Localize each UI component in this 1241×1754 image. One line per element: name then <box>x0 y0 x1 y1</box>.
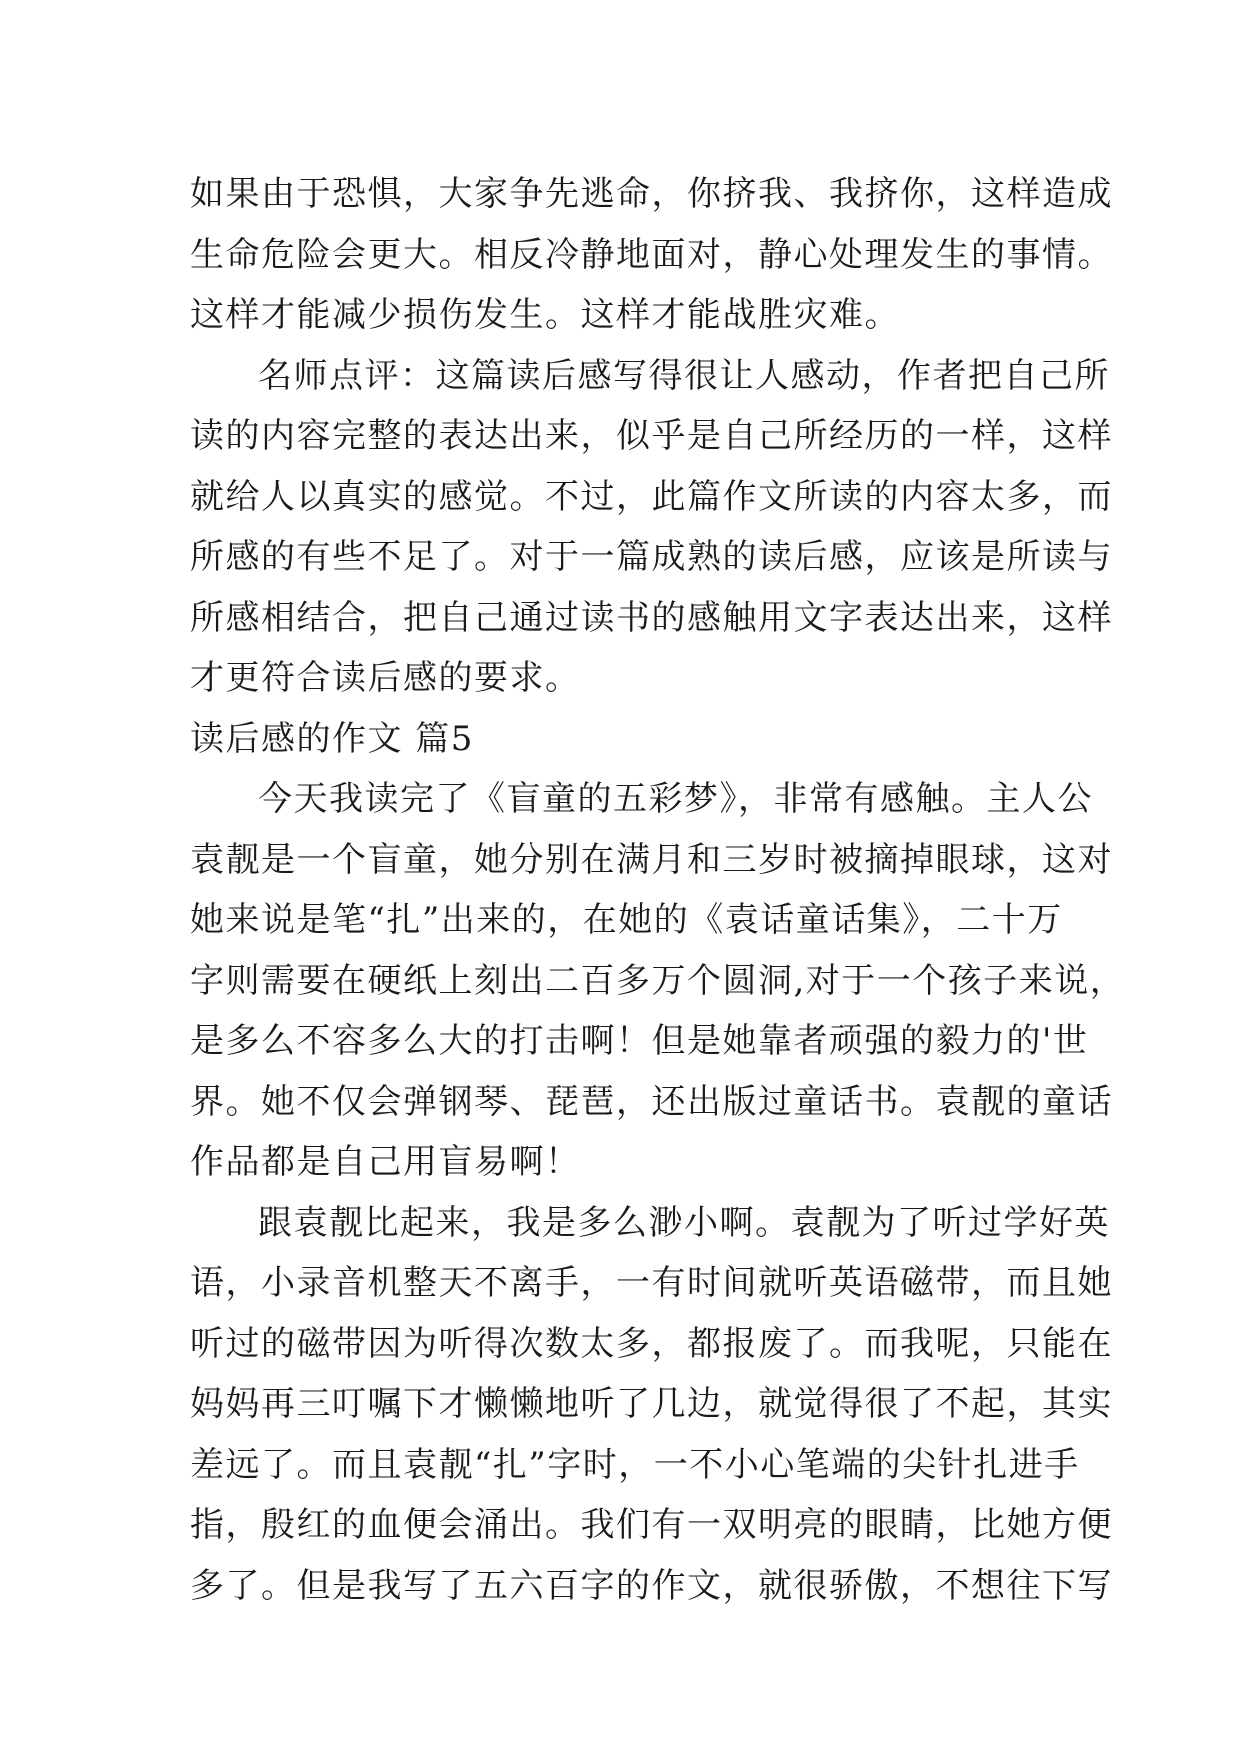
text-line: 妈妈再三叮嘱下才懒懒地听了几边，就觉得很了不起，其实 <box>190 1384 1113 1424</box>
text-line: 今天我读完了《盲童的五彩梦》，非常有感触。主人公 <box>258 779 1093 819</box>
text-line: 就给人以真实的感觉。不过，此篇作文所读的内容太多，而 <box>190 476 1113 517</box>
text-line: 界。她不仅会弹钢琴、琵琶，还出版过童话书。袁靓的童话 <box>190 1081 1113 1122</box>
text-line: 是多么不容多么大的打击啊！但是她靠者顽强的毅力的'世 <box>190 1021 1089 1061</box>
text-line: 差远了。而且袁靓“扎”字时，一不小心笔端的尖针扎进手 <box>190 1444 1080 1485</box>
text-line: 读的内容完整的表达出来，似乎是自己所经历的一样，这样 <box>190 416 1113 456</box>
text-line: 指，殷红的血便会涌出。我们有一双明亮的眼睛，比她方便 <box>190 1505 1113 1545</box>
text-line: 生命危险会更大。相反冷静地面对，静心处理发生的事情。 <box>190 234 1113 275</box>
text-line: 听过的磁带因为听得次数太多，都报废了。而我呢，只能在 <box>190 1323 1113 1364</box>
text-line: 语，小录音机整天不离手，一有时间就听英语磁带，而且她 <box>190 1263 1113 1303</box>
document-page <box>190 164 1126 1616</box>
text-line: 所感相结合，把自己通过读书的感触用文字表达出来，这样 <box>190 597 1113 638</box>
text-line: 多了。但是我写了五六百字的作文，就很骄傲，不想往下写 <box>190 1565 1113 1606</box>
text-line: 袁靓是一个盲童，她分别在满月和三岁时被摘掉眼球，这对 <box>190 839 1113 880</box>
text-line: 她来说是笔“扎”出来的，在她的《袁话童话集》，二十万 <box>190 900 1063 940</box>
section-heading: 读后感的作文 篇5 <box>190 718 474 759</box>
text-line: 如果由于恐惧，大家争先逃命，你挤我、我挤你，这样造成 <box>190 174 1113 214</box>
text-line: 所感的有些不足了。对于一篇成熟的读后感，应该是所读与 <box>190 537 1113 577</box>
text-line: 名师点评：这篇读后感写得很让人感动，作者把自己所 <box>258 355 1110 396</box>
text-line: 字则需要在硬纸上刻出二百多万个圆洞,对于一个孩子来说， <box>190 960 1126 1001</box>
text-line: 作品都是自己用盲易啊！ <box>190 1142 581 1182</box>
text-line: 这样才能减少损伤发生。这样才能战胜灾难。 <box>190 295 900 335</box>
text-line: 跟袁靓比起来，我是多么渺小啊。袁靓为了听过学好英 <box>258 1202 1110 1243</box>
text-line: 才更符合读后感的要求。 <box>190 658 581 698</box>
